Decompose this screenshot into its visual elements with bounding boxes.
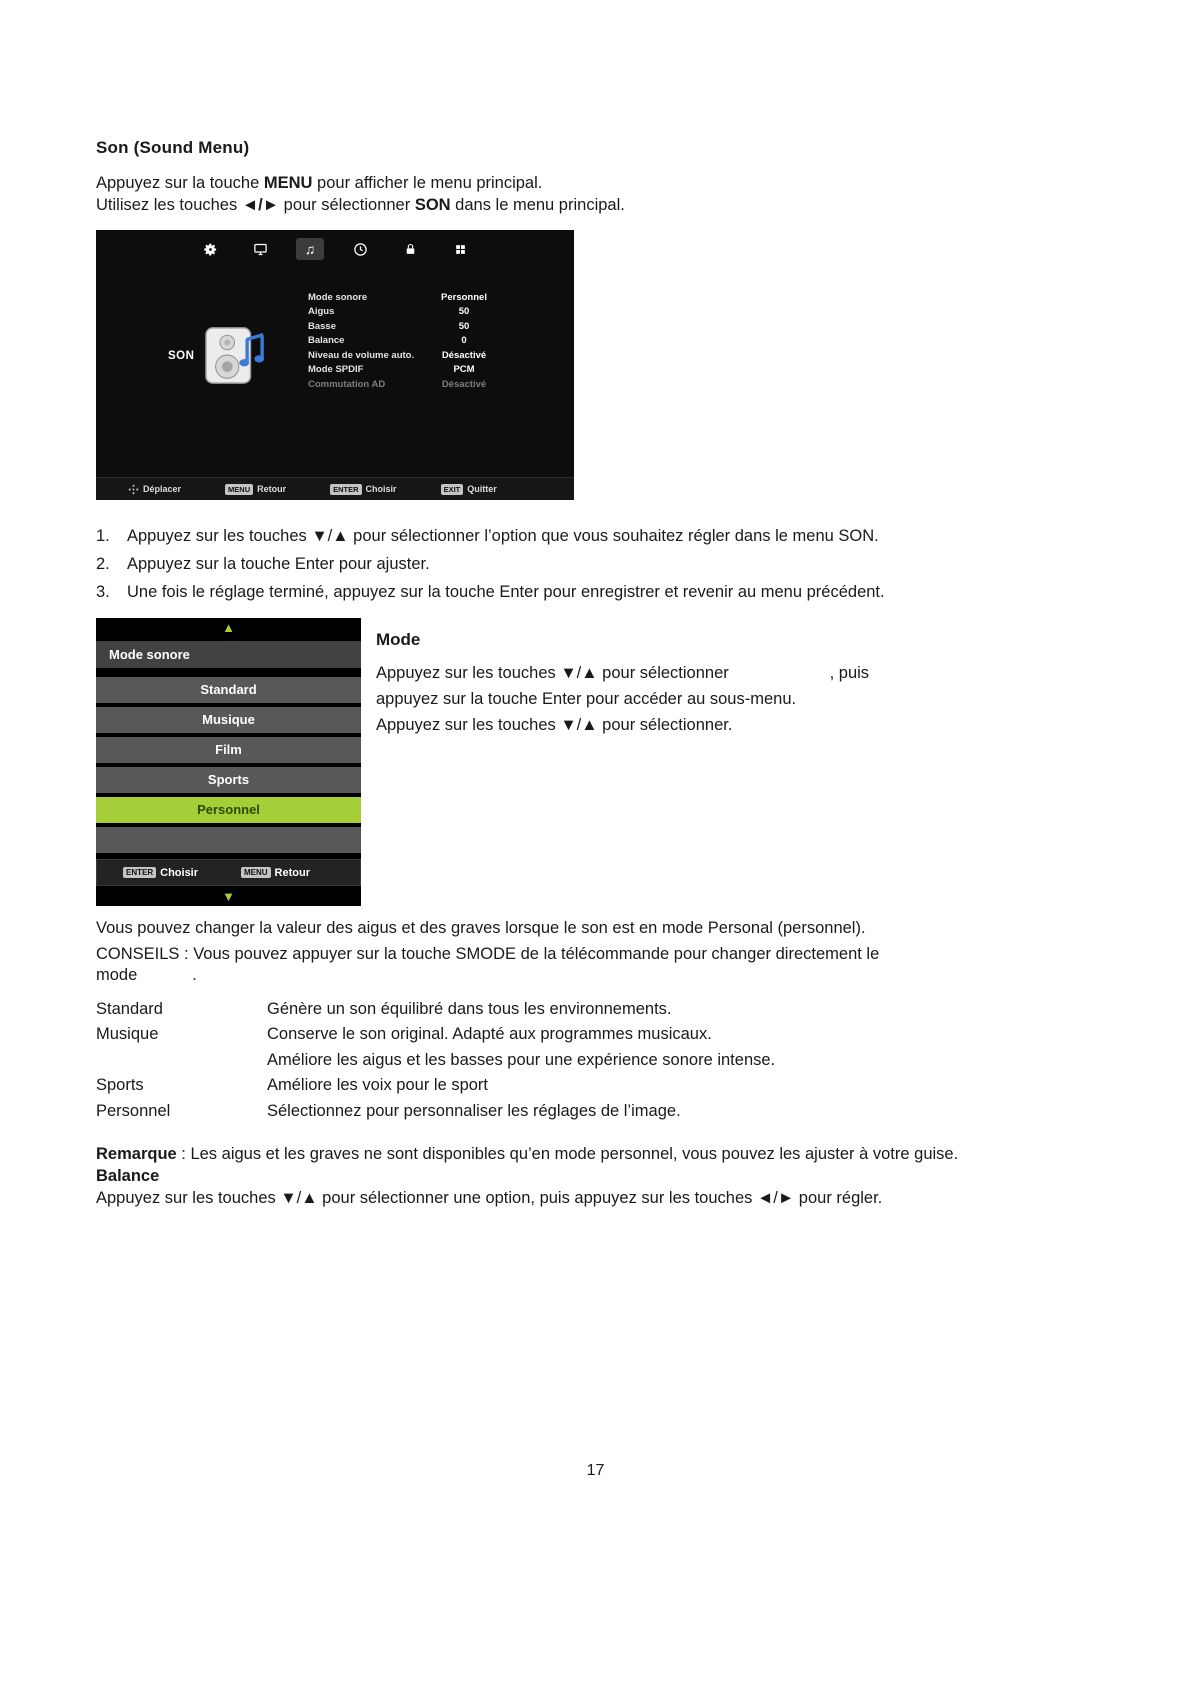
menu-key-badge: MENU bbox=[225, 484, 253, 495]
enter-key-badge: ENTER bbox=[330, 484, 361, 495]
left-right-keys: ◄/► bbox=[241, 196, 280, 214]
definition-sports: Sports Améliore les voix pour le sport bbox=[96, 1076, 489, 1094]
option-musique: Musique bbox=[96, 707, 361, 733]
osd-footer-bar bbox=[96, 477, 574, 500]
conseils-line-1: CONSEILS : Vous pouvez appuyer sur la touche SMODE de la télécommande pour changer directement le bbox=[96, 944, 880, 963]
intro-line-1: Appuyez sur la touche MENU pour afficher le menu principal. bbox=[96, 174, 543, 192]
option-standard: Standard bbox=[96, 677, 361, 703]
speaker-image bbox=[202, 325, 268, 387]
hint-enter-choisir: ENTER Choisir bbox=[123, 867, 198, 879]
hint-exit-quitter: EXIT Quitter bbox=[441, 484, 497, 495]
hint-menu-retour: MENU Retour bbox=[241, 867, 310, 879]
lock-tab bbox=[396, 238, 424, 260]
menu-item-basse: Basse 50 bbox=[308, 319, 510, 334]
mode-description bbox=[376, 618, 976, 906]
options-tab bbox=[446, 238, 474, 260]
remark-paragraph: Remarque : Les aigus et les graves ne sont disponibles qu’en mode personnel, vous pouvez les ajuster à votre guise. bbox=[96, 1145, 959, 1163]
enter-key-badge: ENTER bbox=[123, 867, 156, 879]
submenu-title: Mode sonore bbox=[96, 641, 361, 668]
step-2: 2. Appuyez sur la touche Enter pour ajuster. bbox=[96, 555, 430, 573]
instruction-steps bbox=[96, 522, 1104, 606]
menu-item-mode-sonore: Mode sonore Personnel bbox=[308, 290, 510, 305]
menu-item-value: PCM bbox=[453, 364, 475, 376]
osd-sound-menu-screenshot bbox=[96, 230, 574, 500]
settings-tab bbox=[196, 238, 224, 260]
intro-line-2: Utilisez les touches ◄/► pour sélectionner SON dans le menu principal. bbox=[96, 196, 625, 214]
gear-icon bbox=[203, 242, 218, 257]
osd-tab-bar bbox=[96, 230, 574, 262]
monitor-icon bbox=[253, 242, 268, 257]
option-empty bbox=[96, 827, 361, 853]
menu-item-commutation-ad: Commutation AD Désactivé bbox=[308, 377, 510, 392]
step-3: 3. Une fois le réglage terminé, appuyez sur la touche Enter pour enregistrer et revenir au menu précédent. bbox=[96, 583, 885, 601]
menu-item-balance: Balance 0 bbox=[308, 334, 510, 349]
option-sports: Sports bbox=[96, 767, 361, 793]
menu-item-value: 0 bbox=[461, 335, 467, 347]
option-personnel-selected: Personnel bbox=[96, 797, 361, 823]
menu-item-mode-spdif: Mode SPDIF PCM bbox=[308, 363, 510, 378]
step-1: 1. Appuyez sur les touches ▼/▲ pour sélectionner l’option que vous souhaitez régler dans le menu SON. bbox=[96, 527, 879, 545]
definition-musique: Musique Conserve le son original. Adapté aux programmes musicaux. bbox=[96, 1025, 712, 1043]
definition-personnel: Personnel Sélectionnez pour personnaliser les réglages de l’image. bbox=[96, 1101, 681, 1120]
mode-line-3: Appuyez sur les touches ▼/▲ pour sélectionner. bbox=[376, 716, 733, 734]
menu-item-value: 50 bbox=[458, 320, 470, 332]
menu-key-badge: MENU bbox=[241, 867, 271, 879]
definition-musique-cont: Améliore les aigus et les basses pour une expérience sonore intense. bbox=[267, 1050, 776, 1069]
conseils-line-2: mode . bbox=[96, 966, 197, 984]
menu-item-value: Désactivé bbox=[441, 378, 487, 390]
scroll-down-arrow: ▼ bbox=[222, 889, 235, 904]
hint-enter-choisir: ENTER Choisir bbox=[330, 484, 396, 495]
balance-heading: Balance bbox=[96, 1166, 160, 1185]
grid-icon bbox=[454, 243, 467, 256]
time-tab bbox=[346, 238, 374, 260]
exit-key-badge: EXIT bbox=[441, 484, 464, 495]
mode-heading: Mode bbox=[376, 630, 421, 649]
move-icon bbox=[128, 484, 139, 495]
hint-move: Déplacer bbox=[128, 484, 181, 495]
option-film: Film bbox=[96, 737, 361, 763]
music-note-icon: ♫ bbox=[304, 241, 316, 257]
lock-icon bbox=[404, 243, 417, 256]
personal-mode-note: Vous pouvez changer la valeur des aigus et des graves lorsque le son est en mode Personal (personnel). bbox=[96, 919, 866, 937]
submenu-footer-bar bbox=[96, 859, 361, 886]
scroll-up-arrow: ▲ bbox=[222, 620, 235, 635]
clock-icon bbox=[353, 242, 368, 257]
mode-line-2: appuyez sur la touche Enter pour accéder au sous-menu. bbox=[376, 690, 797, 708]
menu-item-value: 50 bbox=[458, 306, 470, 318]
osd-sound-mode-submenu-screenshot bbox=[96, 618, 361, 906]
sound-tab bbox=[296, 238, 324, 260]
hint-menu-retour: MENU Retour bbox=[225, 484, 286, 495]
remark-label: Remarque bbox=[96, 1145, 177, 1163]
definition-standard: Standard Génère un son équilibré dans tous les environnements. bbox=[96, 999, 672, 1018]
menu-item-aigus: Aigus 50 bbox=[308, 305, 510, 320]
sound-menu-list bbox=[308, 290, 556, 477]
menu-item-niveau-volume-auto: Niveau de volume auto. Désactivé bbox=[308, 348, 510, 363]
section-heading: Son (Sound Menu) bbox=[96, 138, 250, 157]
picture-tab bbox=[246, 238, 274, 260]
menu-item-value: Désactivé bbox=[441, 349, 487, 361]
mode-line-1: Appuyez sur les touches ▼/▲ pour sélectionner , puis bbox=[376, 664, 870, 682]
menu-item-value: Personnel bbox=[441, 291, 487, 303]
page-number: 17 bbox=[586, 1462, 605, 1479]
son-section-label: SON bbox=[168, 350, 195, 362]
mode-definitions bbox=[96, 997, 1104, 1125]
balance-instruction: Appuyez sur les touches ▼/▲ pour sélectionner une option, puis appuyez sur les touches ◄/► pour régler. bbox=[96, 1189, 883, 1207]
